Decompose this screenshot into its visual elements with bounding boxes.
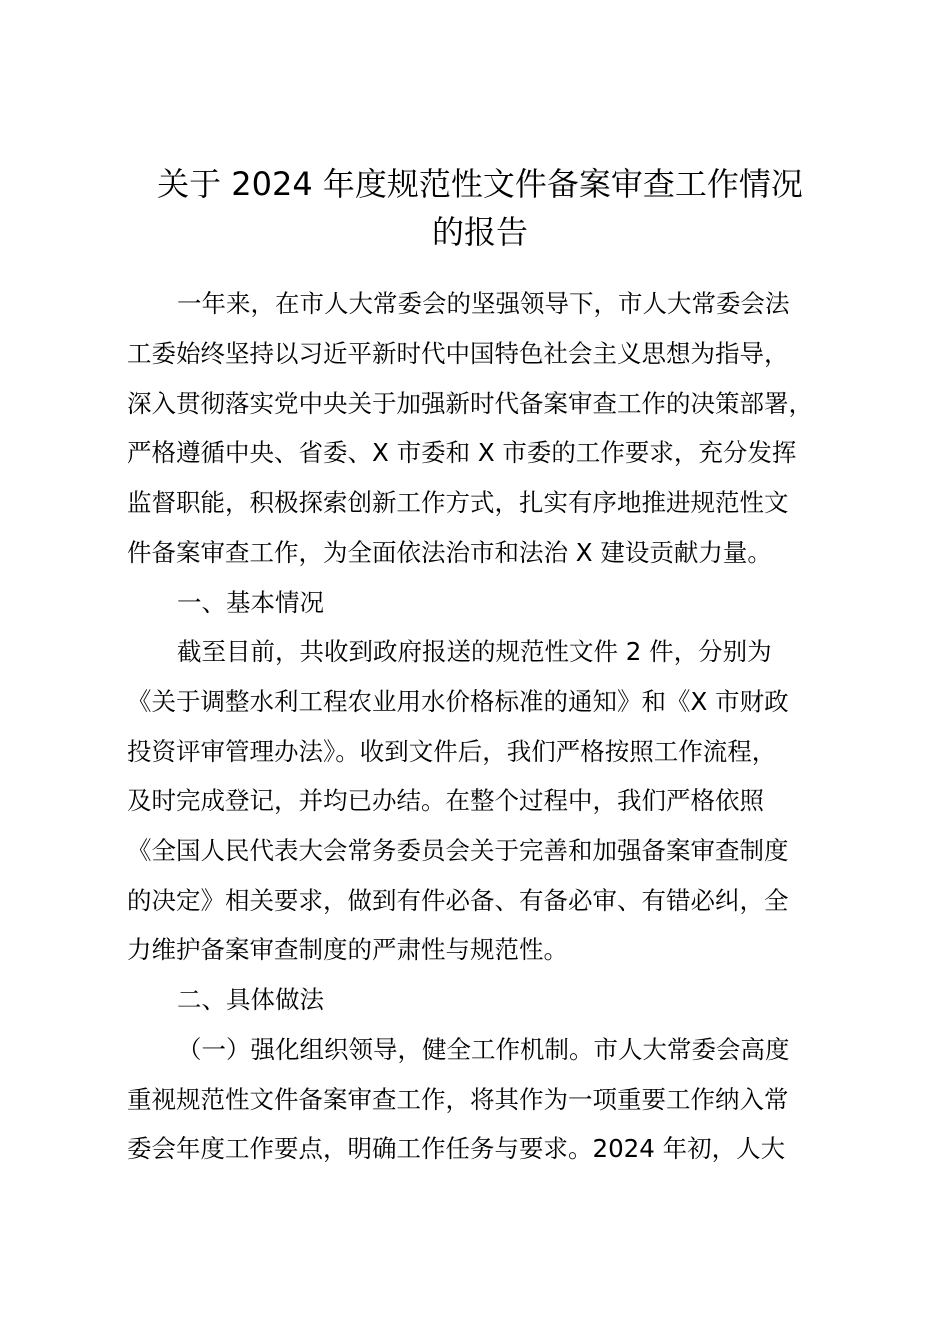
document-title-line-2: 的报告 xyxy=(431,213,528,251)
paragraph-line: 件备案审查工作，为全面依法治市和法治 X 建设贡献力量。 xyxy=(127,538,772,567)
paragraph-line: 重视规范性文件备案审查工作，将其作为一项重要工作纳入常 xyxy=(127,1085,789,1114)
paragraph-line: 委会年度工作要点，明确工作任务与要求。2024 年初，人大 xyxy=(127,1134,786,1163)
paragraph-line: 投资评审管理办法》。收到文件后，我们严格按照工作流程， xyxy=(127,737,777,766)
section-heading: 一、基本情况 xyxy=(177,588,324,617)
paragraph-line: 监督职能，积极探索创新工作方式，扎实有序地推进规范性文 xyxy=(127,488,789,517)
paragraph-line: 一年来，在市人大常委会的坚强领导下，市人大常委会法 xyxy=(177,289,790,318)
document-title-line-1: 关于 2024 年度规范性文件备案审查工作情况 xyxy=(157,165,803,203)
paragraph-line: 及时完成登记，并均已办结。在整个过程中，我们严格依照 xyxy=(127,786,764,815)
paragraph-line: 严格遵循中央、省委、X 市委和 X 市委的工作要求，充分发挥 xyxy=(127,438,797,467)
paragraph-line: 的决定》相关要求，做到有件必备、有备必审、有错必纠，全 xyxy=(127,886,789,915)
section-heading: 二、具体做法 xyxy=(177,985,324,1014)
paragraph-line: （一）强化组织领导，健全工作机制。市人大常委会高度 xyxy=(177,1035,790,1064)
paragraph-line: 截至目前，共收到政府报送的规范性文件 2 件，分别为 xyxy=(177,637,772,666)
paragraph-line: 深入贯彻落实党中央关于加强新时代备案审查工作的决策部署， xyxy=(127,389,813,418)
paragraph-line: 力维护备案审查制度的严肃性与规范性。 xyxy=(127,935,568,964)
paragraph-line: 《关于调整水利工程农业用水价格标准的通知》和《X 市财政 xyxy=(127,687,789,716)
paragraph-line: 《全国人民代表大会常务委员会关于完善和加强备案审查制度 xyxy=(127,836,789,865)
paragraph-line: 工委始终坚持以习近平新时代中国特色社会主义思想为指导， xyxy=(127,339,789,368)
